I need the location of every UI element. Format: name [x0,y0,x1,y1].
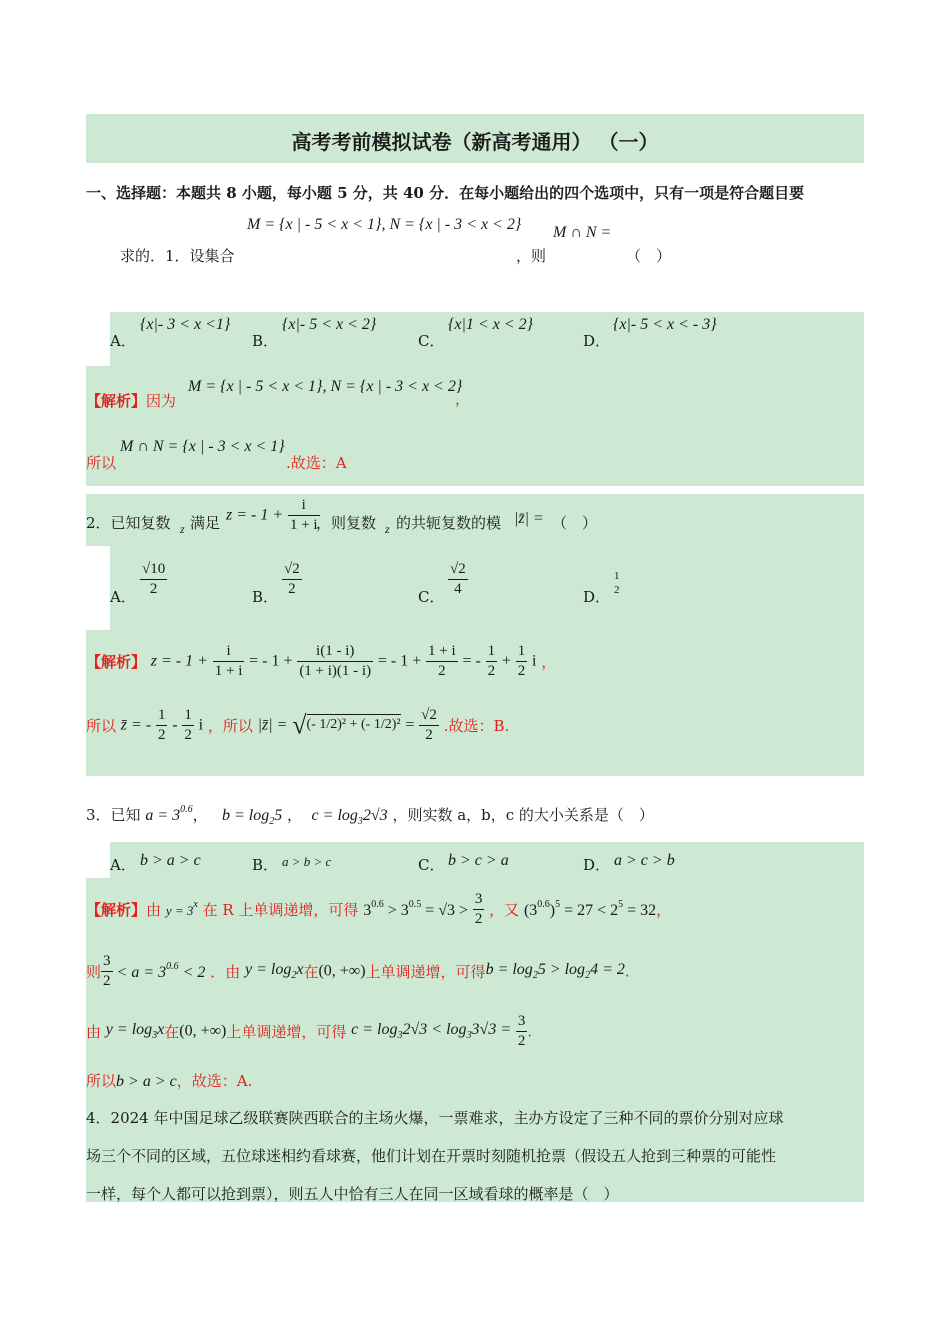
q2-conj-f1-den: 2 [157,726,166,743]
q1-option-b-label: B． [252,332,279,350]
q2-z2: z [385,522,390,536]
q2-option-a-label: A． [110,588,136,606]
section-intro: 一、选择题：本题共 8 小题，每小题 5 分，共 40 分．在每小题给出的四个选项中，只有一项是符合题目要 [86,184,805,202]
q1-paren: （ ） [626,247,672,265]
q2-conj-f2 [182,706,194,745]
q3-analysis-line2 [86,952,630,991]
q3-l2-frac [101,952,113,991]
q3-l3-y-x: x [157,1021,165,1039]
q2-sol1-c: = - 1 + [377,652,422,670]
q2-conj-f2-den: 2 [184,726,192,743]
analysis-tag: 【解析】 [86,652,147,671]
q3-c-expr [311,807,388,827]
q3-l3-frac-num: 3 [516,1012,528,1032]
q1-analysis-line1 [86,390,176,411]
q3-l1-y [165,899,198,919]
q2-sol1-f: i [531,652,537,670]
q2-conj-f2-num: 1 [182,706,194,726]
q3-b: b = log [221,807,270,824]
q3-a-exp: 0.6 [180,804,193,815]
q2-option-d-num: 1 [614,570,620,582]
q4-line2: 场三个不同的区域，五位球迷相约看球赛，他们计划在开票时刻随机抢票（假设五人抢到三种票的可能性 [86,1147,777,1165]
analysis-tag: 【解析】 [86,392,147,410]
q3-l1-i: ， [656,900,672,919]
q2-conj-minus: - [172,716,178,734]
q2-stem-b: 满足 [190,514,221,532]
q2-result-den: 2 [425,726,433,743]
q3-l2-e: 0.6 [166,960,179,972]
q1-so: 所以 [86,454,117,472]
q1-option-a-label: A． [110,332,136,350]
q3-option-c-label: C． [418,856,445,874]
q2-sol1-f4 [486,642,498,681]
q3-l2-f: 上单调递增，可得 [365,962,486,981]
q3-l2-y-base: 2 [291,970,297,982]
q2-mod-left: |z̄| = [257,716,288,734]
q3-l4-b: ，故选：A. [176,1072,253,1090]
q2-answer: .故选：B. [443,716,510,735]
q1-because: 因为 [146,392,177,410]
q3-l1-g: = 27 < 2 [560,901,619,919]
q3-l2-b: < a = 3 [112,963,167,981]
q3-option-d: a > c > b [614,852,675,869]
q3-l3-frac-den: 2 [517,1032,526,1049]
q2-option-b-num: √2 [282,560,302,580]
q1-intro-line [120,245,235,266]
page-title: 高考考前模拟试卷（新高考通用） （一） [291,130,659,154]
q2-comma: ， [541,652,557,671]
q3-l1-e: (3 [523,901,538,919]
q3-l1-a: 由 [146,900,162,919]
q2-sol1-f5 [516,642,528,681]
q2-analysis-line2 [86,706,509,745]
q2-option-b-label: B． [252,588,279,606]
q2-sol1-f3-den: 2 [438,662,446,679]
q3-l3-eb: 3 [466,1030,472,1042]
q2-sol1-f2 [297,642,373,681]
q2-option-d-label: D． [583,588,611,606]
q3-l1-frac-num: 3 [473,890,485,910]
q2-sol1-d: = - [462,652,481,670]
q2-option-d-frac [612,570,622,598]
q1-option-c: {x|1 < x < 2} [448,316,533,333]
q3-l1-e5: 5 [618,898,624,910]
q3-l2-expr [112,960,206,981]
q3-l2-i: 4 = 2 [590,961,625,979]
q2-option-c-den: 4 [454,580,462,597]
q2-mod-expr: |z̄| = [514,510,544,527]
q3-l1-3: 3 [363,901,372,919]
q2-option-c [448,560,468,599]
q4-line1: 4．2024 年中国足球乙级联赛陕西联合的主场火爆，一票难求，主办方设定了三种不同的票价分别对应球 [86,1109,784,1127]
q3-l1-ineq [363,898,469,919]
q2-option-a-den: 2 [149,580,158,597]
q2-z-def-left: z = - 1 + [226,506,284,524]
q3-l3-e: 2√3 < log [402,1021,467,1039]
q2-stem-c: ，则复数 [316,514,377,532]
q3-l2-d: ．由 [210,962,241,981]
q2-z-frac [288,496,320,535]
q3-c-arg: 2√3 [362,807,388,824]
q3-l1-ineq2 [523,898,657,919]
q2-sol1-e: + [501,652,511,670]
q2-stem-d: 的共轭复数的模 [396,514,502,532]
q3-stem [86,804,654,827]
q2-sol1-f1-den: 1 + i [214,662,243,679]
q2-option-b [282,560,302,599]
q1-so-expr: M ∩ N = {x | - 3 < x < 1} [120,438,285,455]
q4-line3: 一样，每个人都可以抢到票），则五人中恰有三人在同一区域看球的概率是（ ） [86,1185,619,1203]
q1-then: ，则 [516,247,547,265]
q2-sqrt-body: (- 1/2)² + (- 1/2)² [307,714,401,732]
q3-l1-h: = 32 [623,901,657,919]
q2-option-d-den: 2 [614,583,620,596]
q3-l2-y-x: x [296,961,304,979]
q2-z-frac-num: i [288,496,320,516]
q2-sol1-b: = - 1 + [249,652,293,670]
q2-so: 所以 [86,716,117,735]
q3-b-base: 2 [269,816,275,827]
q3-l2-c: < 2 [178,963,206,981]
q3-l3-b: 在 [164,1022,180,1041]
q2-sol1-f3 [426,642,458,681]
q3-l2-frac-num: 3 [101,952,113,972]
q3-a: a = 3 [145,807,181,824]
q2-option-c-label: C． [418,588,445,606]
q3-l2-g [485,961,625,982]
q2-options-band [110,546,864,630]
q2-sol1-a: z = - 1 + [150,652,208,670]
q1-answer: .故选：A [286,454,347,472]
q2-stem [86,512,171,533]
q3-l2-gb: 2 [532,970,538,982]
q3-l3-d: c = log [351,1021,398,1039]
q3-analysis-line1 [86,890,671,929]
q2-z-def [226,496,320,535]
q2-option-a [140,560,167,599]
q2-sqrt: √ [292,710,307,740]
q3-l3-int: (0, +∞) [179,1022,227,1040]
q3-comma1: ， [192,806,208,824]
q2-conj-f1 [156,706,168,745]
q1-option-c-label: C． [418,332,445,350]
q3-l2-a: 则 [86,962,102,981]
q3-l3-y [105,1021,165,1042]
q3-l2-y-log: y = log [244,961,292,979]
q3-l1-c: = √3 > [421,901,469,919]
q2-option-b-den: 2 [288,580,296,597]
q3-l3-expr [351,1021,512,1042]
q1-option-d: {x|- 5 < x < - 3} [613,316,717,333]
q3-l1-e4: 5 [555,898,561,910]
q3-l1-e2: 0.5 [408,898,422,910]
q2-so2: ，所以 [207,716,253,735]
q3-l2-hb: 2 [585,970,591,982]
q3-a-expr [145,804,193,824]
q3-stem-b: ，则实数 a，b，c 的大小关系是（ ） [392,806,654,824]
q3-l1-e1: 0.6 [371,898,384,910]
q3-c: c = log [311,807,358,824]
q3-l2-in: 在 [303,962,319,981]
q3-comma2: ， [286,806,302,824]
q3-l1-frac [473,890,485,929]
q3-b-expr [221,807,283,827]
q3-l1-frac-den: 2 [474,910,483,927]
q3-l2-j: . [624,962,630,981]
q3-stem-a: 3．已知 [86,806,141,824]
q3-option-d-label: D． [583,856,611,874]
q2-sol1-f2-den: (1 + i)(1 - i) [299,662,372,679]
q2-option-b-frac [282,560,302,599]
q3-l1-d: ，又 [489,900,520,919]
q3-l1-e3: 0.6 [537,898,550,910]
q2-sol1-f4-num: 1 [486,642,498,662]
q2-stem-a: 2．已知复数 [86,514,171,532]
analysis-tag: 【解析】 [86,900,147,919]
q2-sol1-f2-num: i(1 - i) [297,642,373,662]
q3-option-b-label: B． [252,856,279,874]
q2-option-a-num: √10 [140,560,167,580]
q1-comma: ， [455,390,471,408]
q2-option-c-num: √2 [448,560,468,580]
q3-l3-y-base: 3 [152,1030,158,1042]
q2-z-frac-den: 1 + i [289,516,318,533]
q2-eq: = [405,716,415,734]
q2-option-c-frac [448,560,468,599]
q3-b-arg: 5 [274,807,283,824]
q1-stem-start: 求的．1．设集合 [120,247,235,265]
q2-conj-i: i [198,716,204,734]
q2-sol1-f4-den: 2 [487,662,496,679]
q3-l2-frac-den: 2 [103,972,111,989]
q3-l3-frac [516,1012,528,1051]
q3-analysis-line4 [86,1070,252,1091]
q1-option-a: {x|- 3 < x <1} [140,316,231,333]
q2-sol1-f1 [213,642,245,681]
q3-analysis-line3 [86,1012,532,1051]
q3-option-c: b > c > a [448,852,509,869]
q3-l2-h: 5 > log [537,961,586,979]
q3-l2-y [244,961,304,982]
q2-sol1-f1-num: i [213,642,245,662]
q2-sol1-f5-num: 1 [516,642,528,662]
q3-l1-gt: > 3 [383,901,409,919]
q1-set-expr: M = {x | - 5 < x < 1}, N = {x | - 3 < x < 2} [247,216,522,233]
q2-option-a-frac [140,560,167,599]
q1-option-b: {x|- 5 < x < 2} [282,316,377,333]
q2-conj-f1-num: 1 [156,706,168,726]
q3-l2-int: (0, +∞) [318,962,366,980]
q3-l1-f: ) [549,901,556,919]
q2-z1: z [180,522,185,536]
q3-l3-a: 由 [86,1022,102,1041]
q3-l1-b: 在 R 上单调递增，可得 [202,900,359,919]
q2-option-d [612,570,622,598]
q3-l1-y-base: y = 3 [165,903,194,919]
q1-because-expr: M = {x | - 5 < x < 1}, N = {x | - 3 < x < 2} [188,378,463,395]
q3-l4-expr: b > a > c [116,1073,177,1090]
q3-l3-c: 上单调递增，可得 [226,1022,347,1041]
q3-l1-y-exp: x [193,899,198,911]
q2-sol1-f5-den: 2 [517,662,526,679]
q2-sol1-f3-num: 1 + i [426,642,458,662]
q3-option-b: a > b > c [282,854,332,869]
q2-conj: z̄ = - [120,716,152,734]
q3-l3-db: 3 [397,1030,403,1042]
q3-l3-f: 3√3 = [471,1021,512,1039]
q2-result-num: √2 [419,706,439,726]
q3-l3-y-log: y = log [105,1021,153,1039]
q2-analysis-line1 [86,642,556,681]
q3-option-a: b > a > c [140,852,201,869]
q2-result [419,706,439,745]
q2-paren: （ ） [552,514,598,532]
q3-c-base: 3 [357,816,363,827]
q3-option-a-label: A． [110,856,136,874]
q1-intersect: M ∩ N = [553,224,612,241]
q3-l2-g-log: b = log [485,961,533,979]
q1-option-d-label: D． [583,332,611,350]
q3-l4-a: 所以 [86,1072,117,1090]
q3-l3-g: . [527,1022,533,1041]
